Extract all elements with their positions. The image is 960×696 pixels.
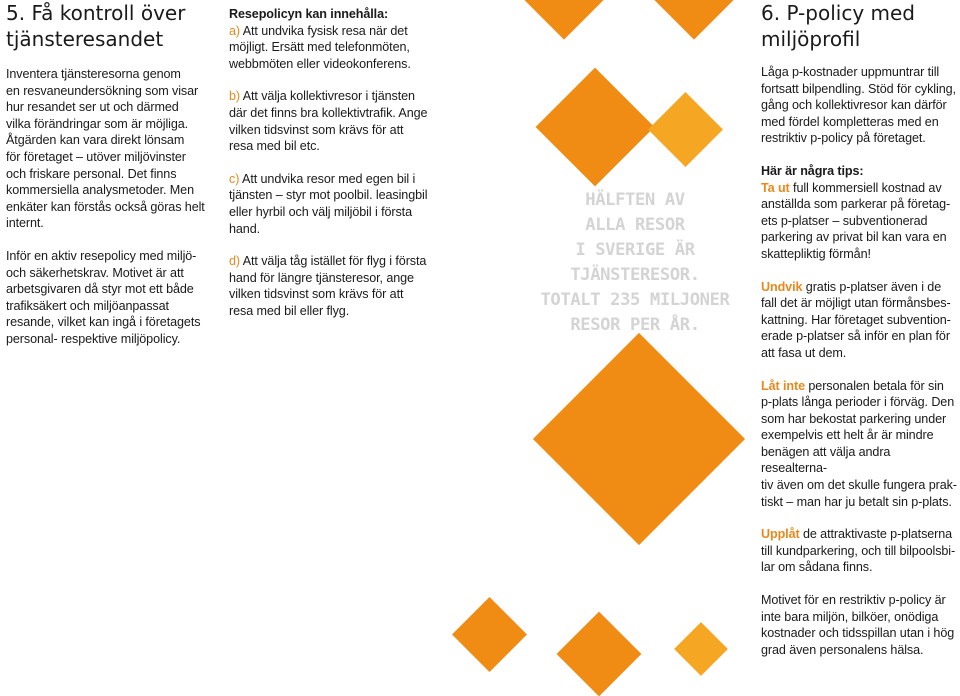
section-5: [6, 0, 206, 348]
list-item-b: b) Att välja kollektivresor i tjänsten där det finns bra kollektivtrafik. Ange vilken tidsvinst som krävs för att resa med bil etc.: [229, 89, 428, 154]
resepolicy-list: [229, 6, 439, 320]
tip-2: Undvik gratis p-platser även i de fall det är möjligt utan förmånsbes- kattning. Har företaget subvention- erade p-platser så inför en plan för att fasa ut dem.: [761, 279, 951, 360]
list-item-a: a) Att undvika fysisk resa när det möjligt. Ersätt med telefonmöten, webbmöten eller videokonferens.: [229, 23, 411, 71]
section-6: [761, 0, 957, 658]
diamond-shape-middle-right: [648, 92, 723, 167]
diamond-shape-top-right: [654, 0, 733, 40]
tip-1: Ta ut full kommersiell kostnad av anställda som parkerar på företag- ets p-platser – subventionerad parkering av privat bil kan vara en skattepliktig förmån!: [761, 180, 951, 261]
tip-3: Låt inte personalen betala för sin p-plats långa perioder i förväg. Den som har bekostat parkering under exempelvis ett helt år är mindre benägen att välja andra resealterna- tiv även om det skulle fungera prak- tiskt – man har ju betalt sin p-plats.: [761, 378, 957, 509]
diamond-shape-bottom-left: [452, 597, 527, 672]
diamond-shape-large: [533, 333, 745, 545]
resepolicy-heading: Resepolicyn kan innehålla:: [229, 7, 389, 21]
statistic-callout: HÄLFTEN AV ALLA RESOR I SVERIGE ÄR TJÄNSTERESOR. TOTALT 235 MILJONER RESOR PER ÅR.: [540, 190, 730, 335]
section-5-paragraph-1: Inventera tjänsteresorna genom en resvaneundersökning som visar hur resandet ser ut och därmed vilka förändringar som är möjliga. Åtgärden kan vara direkt lönsam för företaget – utöver miljövinster och friskare personal. Det finns kommersiella analysmetoder. Men enkäter kan förstås också göras helt internt.: [6, 67, 205, 231]
list-item-d: d) Att välja tåg istället för flyg i första hand för längre tjänsteresor, ange vilken tidsvinst som krävs för att resa med bil eller flyg.: [229, 254, 427, 318]
tips-heading: Här är några tips:: [761, 163, 864, 178]
list-item-c: c) Att undvika resor med egen bil i tjänsten – styr mot poolbil. leasingbil eller hyrbil och välj miljöbil i första hand.: [229, 171, 428, 236]
diamond-shape-bottom-right: [674, 622, 728, 676]
diamond-shape-top-left: [524, 0, 603, 40]
tip-4: Upplåt de attraktivaste p-platserna till kundparkering, och till bilpoolsbi- lar om sådana finns.: [761, 527, 956, 575]
section-5-title: 5. Få kontroll över tjänsteresandet: [6, 1, 186, 51]
diamond-shape-middle-left: [536, 68, 655, 187]
section-6-closing: Motivet för en restriktiv p-policy är inte bara miljön, bilköer, onödiga kostnader och tidsspillan utan i hög grad även personalens hälsa.: [761, 593, 955, 657]
diamond-shape-bottom-center: [557, 612, 642, 696]
section-6-title: 6. P-policy med miljöprofil: [761, 1, 915, 51]
section-6-intro: Låga p-kostnader uppmuntrar till fortsatt bilpendling. Stöd för cykling, gång och kollektivresor kan därför med fördel kompletteras med en restriktiv p-policy på företaget.: [761, 65, 956, 146]
section-5-paragraph-2: Inför en aktiv resepolicy med miljö- och säkerhetskrav. Motivet är att arbetsgivaren då styr mot ett både trafiksäkert och miljöanpassat resande, vilket kan ingå i företagets personal- respektive miljöpolicy.: [6, 248, 201, 346]
